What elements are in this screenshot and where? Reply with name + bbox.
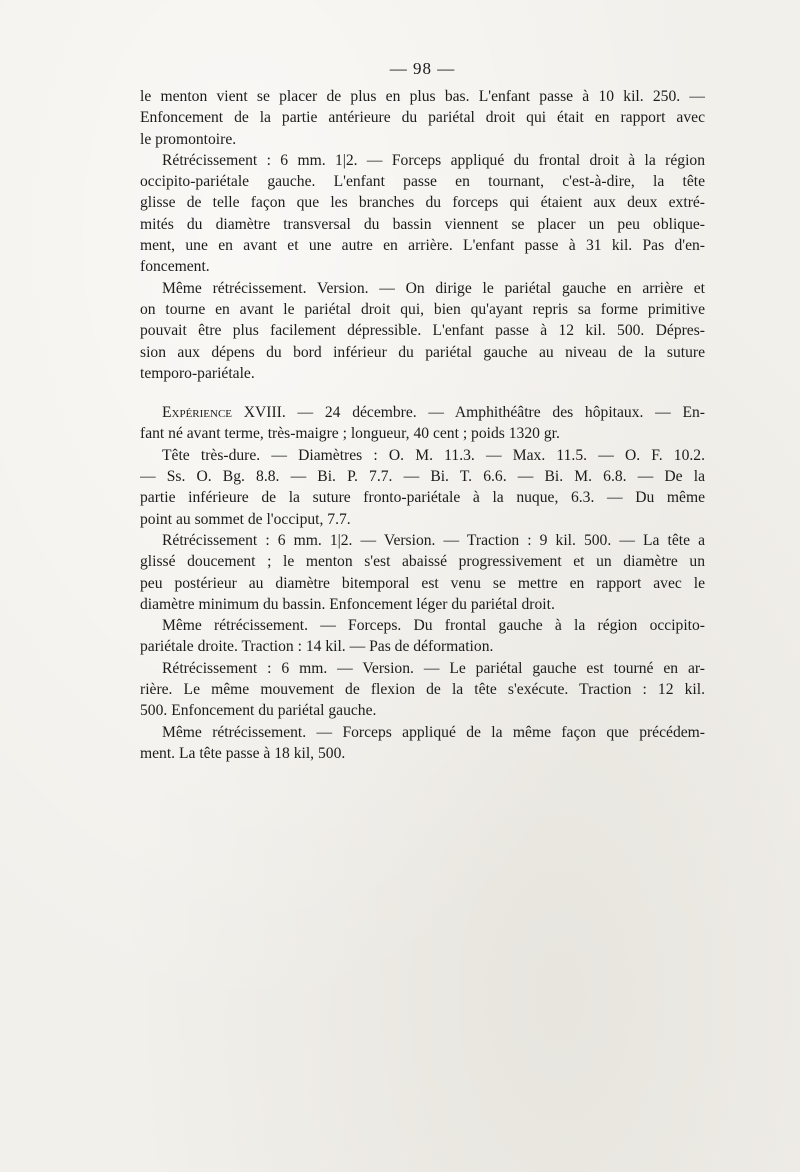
paragraph-5	[140, 445, 705, 530]
paragraph-7	[140, 615, 705, 658]
text-line: Même rétrécissement. — Forceps appliqué de la même façon que précédem-	[162, 723, 705, 741]
text-line: glisse de telle façon que les branches du forceps qui étaient aux deux extré-	[140, 194, 705, 212]
text-line: Enfoncement de la partie antérieure du pariétal droit qui était en rapport avec	[140, 109, 705, 127]
experiment-heading-line	[140, 402, 705, 423]
text-line: glissé doucement ; le menton s'est abaissé progressivement et un diamètre un	[140, 553, 705, 571]
text-line: le menton vient se placer de plus en plus bas. L'enfant passe à 10 kil. 250. —	[140, 88, 705, 105]
text-line: sion aux dépens du bord inférieur du pariétal gauche au niveau de la suture	[140, 343, 705, 361]
text-line: Rétrécissement : 6 mm. 1|2. — Version. — Traction : 9 kil. 500. — La tête a	[162, 531, 705, 549]
experiment-heading-rest: XVIII. — 24 décembre. — Amphithéâtre des hôpitaux. — En-	[232, 404, 705, 422]
text-line: ment. La tête passe à 18 kil, 500.	[140, 744, 346, 762]
experiment-paragraph	[140, 402, 705, 445]
text-line: foncement.	[140, 258, 210, 276]
text-line: 500. Enfoncement du pariétal gauche.	[140, 702, 377, 720]
text-line: partie inférieure de la suture fronto-pariétale à la nuque, 6.3. — Du même	[140, 489, 705, 507]
text-line: diamètre minimum du bassin. Enfoncement léger du pariétal droit.	[140, 595, 555, 613]
page-text	[140, 58, 705, 764]
text-line: pouvait être plus facilement dépressible. L'enfant passe à 12 kil. 500. Dépres-	[140, 322, 705, 340]
text-line: fant né avant terme, très-maigre ; longueur, 40 cent ; poids 1320 gr.	[140, 425, 560, 443]
text-line: peu postérieur au diamètre bitemporal est venu se mettre en rapport avec le	[140, 574, 705, 592]
text-line: on tourne en avant le pariétal droit qui, bien qu'ayant repris sa forme primitive	[140, 300, 705, 318]
text-line: point au sommet de l'occiput, 7.7.	[140, 510, 351, 528]
text-line: temporo-pariétale.	[140, 364, 255, 382]
text-line: occipito-pariétale gauche. L'enfant passe en tournant, c'est-à-dire, la tête	[140, 173, 705, 191]
paragraph-9	[140, 722, 705, 765]
paragraph-1	[140, 86, 705, 150]
text-line: — Ss. O. Bg. 8.8. — Bi. P. 7.7. — Bi. T. 6.6. — Bi. M. 6.8. — De la	[140, 468, 705, 486]
paragraph-6	[140, 530, 705, 615]
text-line: rière. Le même mouvement de flexion de la tête s'exécute. Traction : 12 kil.	[140, 681, 705, 699]
text-line: ment, une en avant et une autre en arrière. L'enfant passe à 31 kil. Pas d'en-	[140, 237, 705, 255]
text-line: pariétale droite. Traction : 14 kil. — Pas de déformation.	[140, 638, 494, 656]
text-line: Rétrécissement : 6 mm. 1|2. — Forceps appliqué du frontal droit à la région	[162, 151, 705, 169]
text-line: le promontoire.	[140, 130, 237, 148]
text-line: mités du diamètre transversal du bassin viennent se placer un peu oblique-	[140, 215, 705, 233]
text-line: Rétrécissement : 6 mm. — Version. — Le pariétal gauche est tourné en ar-	[162, 659, 705, 677]
paragraph-2	[140, 150, 705, 278]
paragraph-8	[140, 658, 705, 722]
text-line: Même rétrécissement. — Forceps. Du frontal gauche à la région occipito-	[162, 617, 705, 635]
experiment-label: Expérience	[162, 404, 233, 422]
text-line: Tête très-dure. — Diamètres : O. M. 11.3. — Max. 11.5. — O. F. 10.2.	[162, 446, 705, 464]
section-gap	[140, 384, 705, 402]
paragraph-3	[140, 278, 705, 384]
page-number: — 98 —	[389, 59, 456, 78]
text-line: Même rétrécissement. Version. — On dirige le pariétal gauche en arrière et	[162, 279, 705, 297]
